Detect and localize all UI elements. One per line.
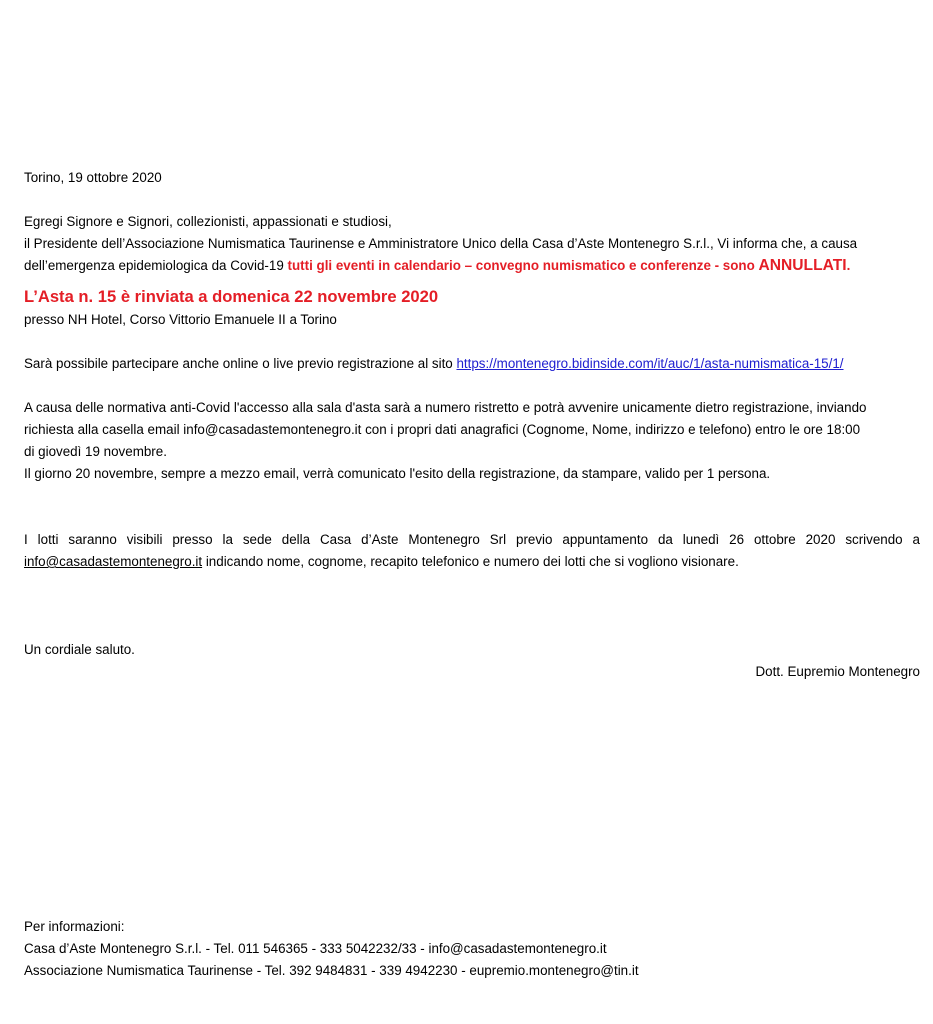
covid-line-1: A causa delle normativa anti-Covid l'accesso alla sala d'asta sarà a numero ristretto e potrà avvenire unicamente dietro registrazione, inviando [24, 400, 867, 415]
covid-line-2: richiesta alla casella email info@casadastemontenegro.it con i propri dati anagrafici (Cognome, Nome, indirizzo e telefono) entro le ore 18:00 [24, 422, 861, 437]
auction-venue: presso NH Hotel, Corso Vittorio Emanuele II a Torino [24, 312, 337, 327]
auction-link[interactable]: https://montenegro.bidinside.com/it/auc/1/asta-numismatica-15/1/ [456, 356, 844, 371]
footer-contact-auction-house: Casa d’Aste Montenegro S.r.l. - Tel. 011 546365 - 333 5042232/33 - info@casadastemontenegro.it [24, 941, 607, 956]
cancelled-word: ANNULLATI [758, 257, 847, 274]
spacer [24, 617, 920, 639]
spacer [24, 375, 920, 397]
lots-text: indicando nome, cognome, recapito telefonico e numero dei lotti che si vogliono visionare. [202, 554, 739, 569]
auction-title: L’Asta n. 15 è rinviata a domenica 22 novembre 2020 [24, 287, 439, 306]
intro-continuation [24, 255, 920, 277]
lots-line-1: I lotti saranno visibili presso la sede della Casa d’Aste Montenegro Srl previo appuntamento da lunedì 26 ottobre 2020 scrivendo a [24, 532, 920, 547]
cancellation-notice: tutti gli eventi in calendario – convegno numismatico e conferenze - sono [287, 258, 759, 273]
closing: Un cordiale saluto. [24, 642, 135, 657]
lots-email-link[interactable]: info@casadastemontenegro.it [24, 554, 203, 569]
intro-text: dell’emergenza epidemiologica da Covid-19 [24, 258, 288, 273]
letter-date: Torino, 19 ottobre 2020 [24, 170, 162, 185]
covid-line-3: di giovedì 19 novembre. [24, 444, 167, 459]
spacer [24, 485, 920, 529]
greeting: Egregi Signore e Signori, collezionisti, appassionati e studiosi, [24, 214, 392, 229]
spacer [24, 189, 920, 211]
online-text: Sarà possibile partecipare anche online o live previo registrazione al sito [24, 356, 457, 371]
intro-period: . [846, 258, 851, 273]
letter-body [24, 167, 920, 683]
intro-line: il Presidente dell’Associazione Numismatica Taurinense e Amministratore Unico della Casa d’Aste Montenegro S.r.l., Vi informa che, a causa [24, 236, 858, 251]
footer-contact-association: Associazione Numismatica Taurinense - Tel. 392 9484831 - 339 4942230 - eupremio.montenegro@tin.it [24, 963, 639, 978]
footer-heading: Per informazioni: [24, 919, 125, 934]
contact-footer [24, 916, 920, 982]
covid-line-4: Il giorno 20 novembre, sempre a mezzo email, verrà comunicato l'esito della registrazione, da stampare, valido per 1 persona. [24, 466, 771, 481]
lots-line-2 [24, 551, 920, 573]
spacer [24, 331, 920, 353]
signature: Dott. Eupremio Montenegro [755, 664, 920, 679]
online-participation [24, 353, 920, 375]
spacer [24, 573, 920, 617]
